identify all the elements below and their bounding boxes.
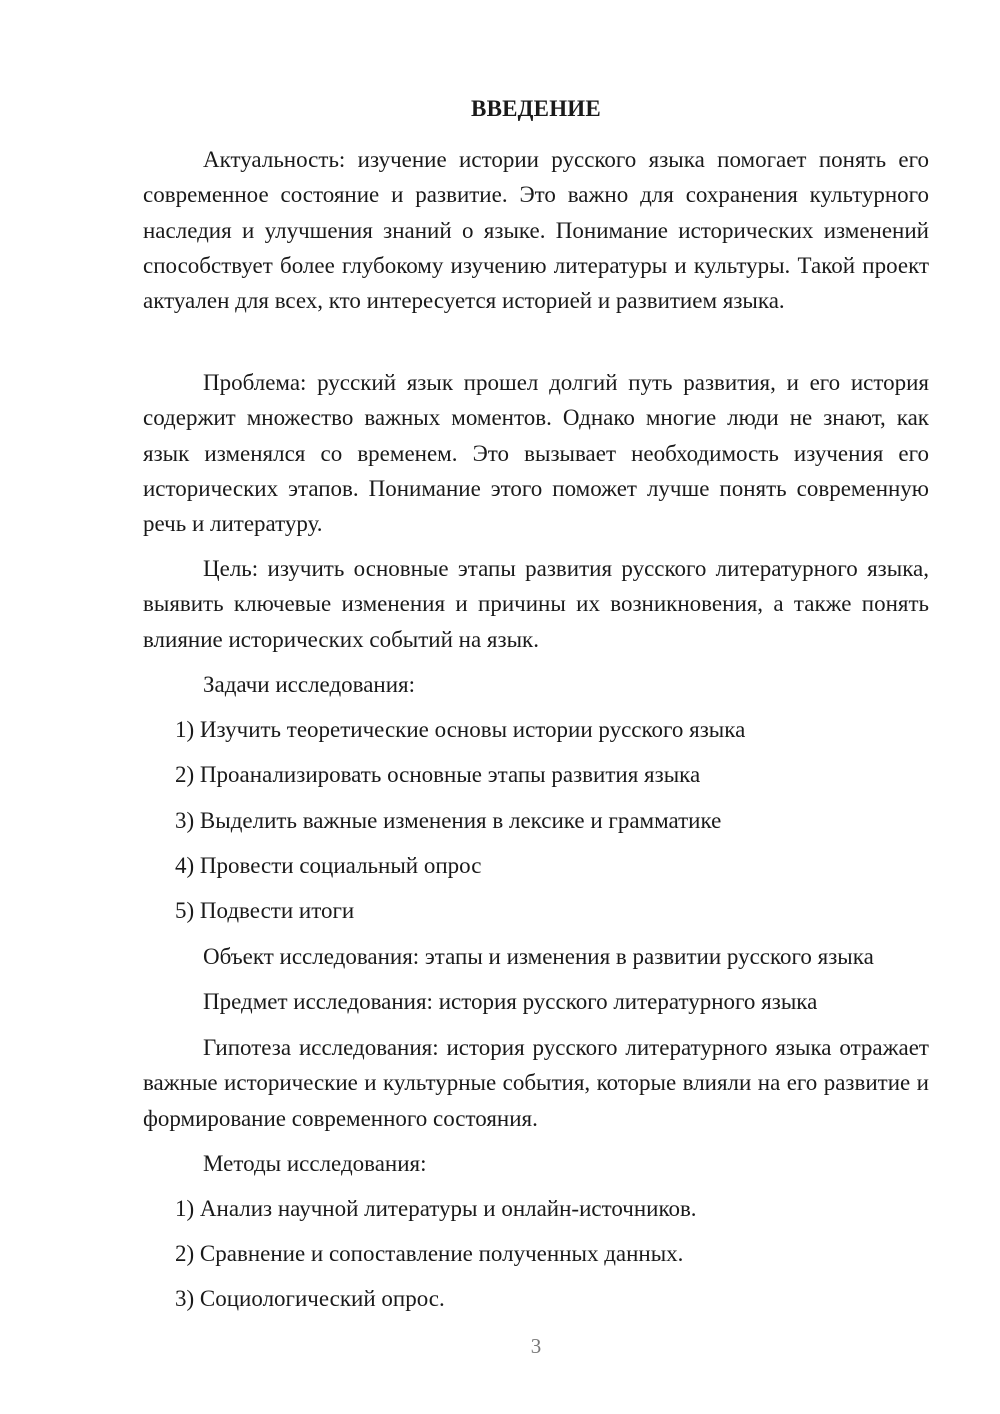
method-item: 1) Анализ научной литературы и онлайн-источников.	[175, 1196, 697, 1221]
methods-heading: Методы исследования:	[203, 1151, 427, 1176]
goal-paragraph: Цель: изучить основные этапы развития русского литературного языка, выявить ключевые изменения и причины их возникновения, а также понять влияние исторических событий на язык.	[143, 556, 929, 652]
page-number: 3	[530, 1334, 542, 1358]
method-item: 2) Сравнение и сопоставление полученных данных.	[175, 1241, 684, 1266]
section-heading: ВВЕДЕНИЕ	[471, 96, 601, 121]
task-item: 4) Провести социальный опрос	[175, 853, 482, 878]
task-item: 5) Подвести итоги	[175, 898, 355, 923]
problem-paragraph: Проблема: русский язык прошел долгий путь развития, и его история содержит множество важных моментов. Однако многие люди не знают, как язык изменялся со временем. Это вызывает необходимость изучения его исторических этапов. Понимание этого поможет лучше понять современную речь и литературу.	[143, 370, 929, 537]
task-item: 2) Проанализировать основные этапы развития языка	[175, 762, 701, 787]
relevance-paragraph: Актуальность: изучение истории русского языка помогает понять его современное состояние и развитие. Это важно для сохранения культурного наследия и улучшения знаний о языке. Понимание исторических изменений способствует более глубокому изучению литературы и культуры. Такой проект актуален для всех, кто интересуется историей и развитием языка.	[143, 147, 929, 314]
method-item: 3) Социологический опрос.	[175, 1286, 445, 1311]
research-subject: Предмет исследования: история русского литературного языка	[203, 989, 818, 1014]
tasks-heading: Задачи исследования:	[203, 672, 416, 697]
hypothesis-paragraph: Гипотеза исследования: история русского литературного языка отражает важные исторические и культурные события, которые влияли на его развитие и формирование современного состояния.	[143, 1035, 929, 1131]
task-item: 1) Изучить теоретические основы истории русского языка	[175, 717, 746, 742]
task-item: 3) Выделить важные изменения в лексике и грамматике	[175, 808, 722, 833]
research-object: Объект исследования: этапы и изменения в развитии русского языка	[203, 944, 874, 969]
